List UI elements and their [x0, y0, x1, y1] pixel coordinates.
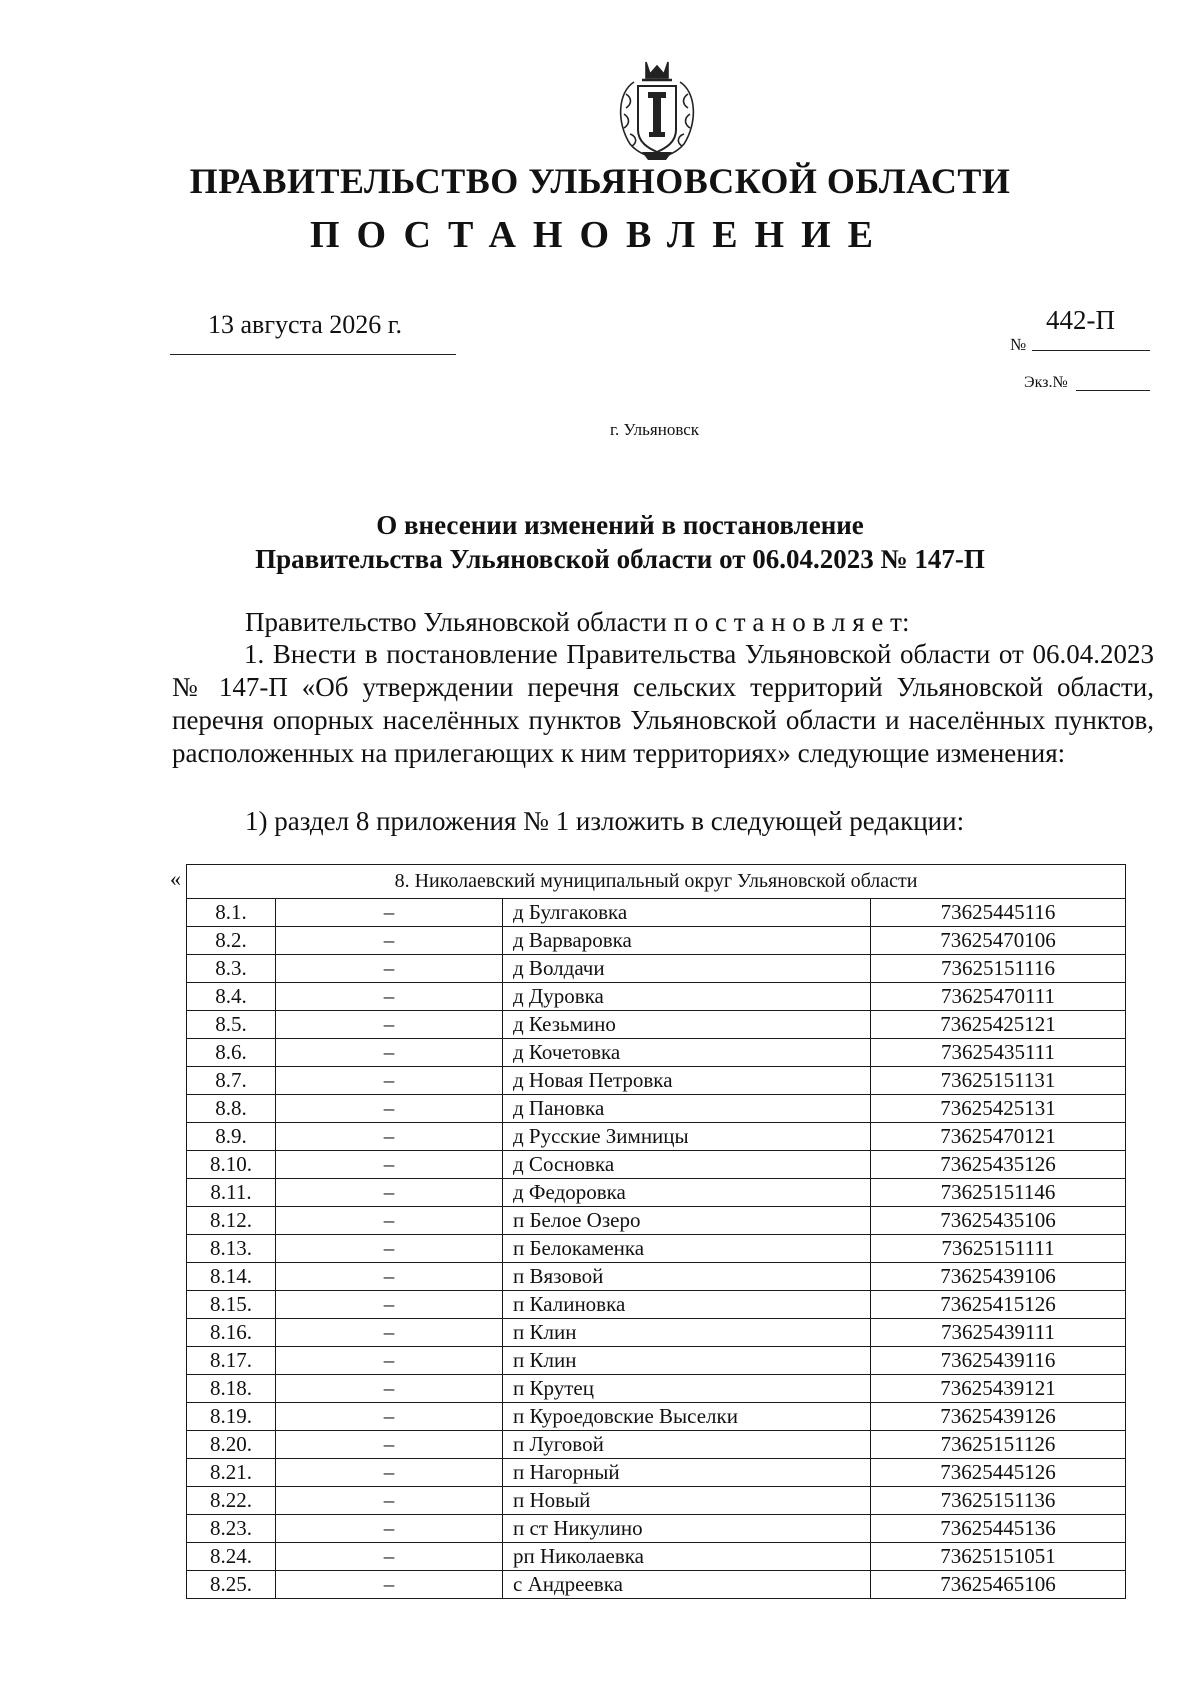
row-dash: –	[276, 1207, 503, 1235]
row-dash: –	[276, 1179, 503, 1207]
oktmo-code: 73625415126	[871, 1291, 1126, 1319]
opening-quote: «	[170, 866, 181, 891]
copy-number-underline	[1076, 390, 1150, 391]
oktmo-code: 73625470111	[871, 983, 1126, 1011]
settlement-name: д Булгаковка	[503, 899, 871, 927]
row-dash: –	[276, 1571, 503, 1599]
row-number: 8.3.	[187, 955, 276, 983]
table-row	[187, 1319, 1126, 1347]
settlement-name: д Кочетовка	[503, 1039, 871, 1067]
row-dash: –	[276, 1515, 503, 1543]
table-row	[187, 955, 1126, 983]
document-number: 442-П	[1046, 305, 1115, 335]
table-row	[187, 1011, 1126, 1039]
row-dash: –	[276, 955, 503, 983]
settlement-name: рп Николаевка	[503, 1543, 871, 1571]
row-dash: –	[276, 1487, 503, 1515]
row-number: 8.6.	[187, 1039, 276, 1067]
row-dash: –	[276, 1375, 503, 1403]
row-number: 8.16.	[187, 1319, 276, 1347]
oktmo-code: 73625151146	[871, 1179, 1126, 1207]
row-number: 8.5.	[187, 1011, 276, 1039]
row-dash: –	[276, 1151, 503, 1179]
row-dash: –	[276, 1347, 503, 1375]
row-number: 8.2.	[187, 927, 276, 955]
row-number: 8.8.	[187, 1095, 276, 1123]
settlement-name: д Варваровка	[503, 927, 871, 955]
table-row	[187, 1095, 1126, 1123]
oktmo-code: 73625435106	[871, 1207, 1126, 1235]
row-number: 8.21.	[187, 1459, 276, 1487]
row-number: 8.12.	[187, 1207, 276, 1235]
row-number: 8.11.	[187, 1179, 276, 1207]
table-row	[187, 1263, 1126, 1291]
oktmo-code: 73625465106	[871, 1571, 1126, 1599]
settlement-name: д Сосновка	[503, 1151, 871, 1179]
settlement-name: д Дуровка	[503, 983, 871, 1011]
oktmo-code: 73625425121	[871, 1011, 1126, 1039]
oktmo-code: 73625151131	[871, 1067, 1126, 1095]
oktmo-code: 73625439126	[871, 1403, 1126, 1431]
city: г. Ульяновск	[610, 420, 700, 439]
number-underline	[1032, 350, 1150, 351]
government-name: ПРАВИТЕЛЬСТВО УЛЬЯНОВСКОЙ ОБЛАСТИ	[189, 161, 1011, 201]
oktmo-code: 73625435126	[871, 1151, 1126, 1179]
row-number: 8.7.	[187, 1067, 276, 1095]
table-row	[187, 1347, 1126, 1375]
table-row	[187, 1459, 1126, 1487]
settlement-name: п Клин	[503, 1347, 871, 1375]
coat-of-arms-icon	[606, 52, 708, 162]
oktmo-code: 73625470106	[871, 927, 1126, 955]
oktmo-code: 73625151126	[871, 1431, 1126, 1459]
table-row	[187, 927, 1126, 955]
row-dash: –	[276, 1431, 503, 1459]
oktmo-code: 73625435111	[871, 1039, 1126, 1067]
table-row	[187, 1151, 1126, 1179]
settlement-name: п Клин	[503, 1319, 871, 1347]
table-row	[187, 1039, 1126, 1067]
subject-line-1: О внесении изменений в постановление	[376, 510, 864, 540]
table-row	[187, 1375, 1126, 1403]
row-dash: –	[276, 983, 503, 1011]
row-number: 8.22.	[187, 1487, 276, 1515]
settlement-name: п Белокаменка	[503, 1235, 871, 1263]
settlement-name: п Калиновка	[503, 1291, 871, 1319]
subitem-1-paragraph: 1) раздел 8 приложения № 1 изложить в следующей редакции:	[245, 806, 965, 836]
table-row	[187, 899, 1126, 927]
settlement-name: д Русские Зимницы	[503, 1123, 871, 1151]
item-1-text: 1. Внести в постановление Правительства Ульяновской области от 06.04.2023 № 147-П «Об утверждении перечня сельских территорий Ульяновской области, перечня опорных населённых пунктов Ульяновской области и населённых пунктов, расположенных на прилегающих к ним территориях» следующие изменения:	[172, 639, 1154, 768]
oktmo-code: 73625151111	[871, 1235, 1126, 1263]
table-row	[187, 1235, 1126, 1263]
document-subject	[120, 508, 1120, 576]
row-number: 8.24.	[187, 1543, 276, 1571]
table-row	[187, 1179, 1126, 1207]
oktmo-code: 73625470121	[871, 1123, 1126, 1151]
oktmo-code: 73625439111	[871, 1319, 1126, 1347]
settlement-name: д Волдачи	[503, 955, 871, 983]
table-row	[187, 1123, 1126, 1151]
row-number: 8.14.	[187, 1263, 276, 1291]
subject-line-2: Правительства Ульяновской области от 06.04.2023 № 147-П	[255, 544, 985, 574]
settlement-name: п Новый	[503, 1487, 871, 1515]
settlement-name: п Вязовой	[503, 1263, 871, 1291]
settlement-name: с Андреевка	[503, 1571, 871, 1599]
oktmo-code: 73625151116	[871, 955, 1126, 983]
table-row	[187, 1543, 1126, 1571]
row-dash: –	[276, 1011, 503, 1039]
oktmo-code: 73625151136	[871, 1487, 1126, 1515]
oktmo-code: 73625425131	[871, 1095, 1126, 1123]
table-header: 8. Николаевский муниципальный округ Ульяновской области	[187, 865, 1126, 899]
table-row	[187, 1291, 1126, 1319]
row-dash: –	[276, 1543, 503, 1571]
row-number: 8.4.	[187, 983, 276, 1011]
table-row	[187, 1403, 1126, 1431]
row-number: 8.20.	[187, 1431, 276, 1459]
row-number: 8.1.	[187, 899, 276, 927]
settlement-name: п Куроедовские Выселки	[503, 1403, 871, 1431]
row-number: 8.25.	[187, 1571, 276, 1599]
document-date: 13 августа 2026 г.	[208, 310, 402, 339]
row-number: 8.13.	[187, 1235, 276, 1263]
table-header-row	[187, 865, 1126, 899]
row-number: 8.9.	[187, 1123, 276, 1151]
settlement-name: д Федоровка	[503, 1179, 871, 1207]
settlement-name: п Нагорный	[503, 1459, 871, 1487]
row-dash: –	[276, 1123, 503, 1151]
date-underline	[170, 354, 456, 355]
oktmo-code: 73625151051	[871, 1543, 1126, 1571]
copy-number-label: Экз.№	[1024, 374, 1068, 391]
table-row	[187, 1487, 1126, 1515]
number-sign: №	[1010, 335, 1027, 354]
row-dash: –	[276, 1403, 503, 1431]
settlement-name: п ст Никулино	[503, 1515, 871, 1543]
row-dash: –	[276, 1459, 503, 1487]
row-dash: –	[276, 1263, 503, 1291]
settlement-name: п Луговой	[503, 1431, 871, 1459]
oktmo-code: 73625439121	[871, 1375, 1126, 1403]
row-dash: –	[276, 1291, 503, 1319]
table-body	[187, 899, 1126, 1599]
row-number: 8.15.	[187, 1291, 276, 1319]
row-dash: –	[276, 1067, 503, 1095]
row-number: 8.23.	[187, 1515, 276, 1543]
settlement-name: д Пановка	[503, 1095, 871, 1123]
row-number: 8.17.	[187, 1347, 276, 1375]
document-type: ПОСТАНОВЛЕНИЕ	[309, 214, 891, 256]
oktmo-code: 73625445116	[871, 899, 1126, 927]
row-dash: –	[276, 899, 503, 927]
row-dash: –	[276, 1319, 503, 1347]
settlement-name: п Белое Озеро	[503, 1207, 871, 1235]
settlement-name: п Крутец	[503, 1375, 871, 1403]
row-number: 8.19.	[187, 1403, 276, 1431]
settlement-name: д Кезьмино	[503, 1011, 871, 1039]
intro-paragraph: Правительство Ульяновской области п о с т а н о в л я е т:	[245, 607, 910, 637]
table-row	[187, 983, 1126, 1011]
oktmo-code: 73625445136	[871, 1515, 1126, 1543]
table-row	[187, 1067, 1126, 1095]
row-number: 8.18.	[187, 1375, 276, 1403]
row-dash: –	[276, 1235, 503, 1263]
oktmo-code: 73625439116	[871, 1347, 1126, 1375]
table-row	[187, 1431, 1126, 1459]
row-dash: –	[276, 1039, 503, 1067]
row-dash: –	[276, 1095, 503, 1123]
table-row	[187, 1207, 1126, 1235]
settlements-table	[186, 864, 1126, 1599]
row-dash: –	[276, 927, 503, 955]
row-number: 8.10.	[187, 1151, 276, 1179]
settlement-name: д Новая Петровка	[503, 1067, 871, 1095]
oktmo-code: 73625445126	[871, 1459, 1126, 1487]
item-1-paragraph	[172, 638, 1154, 770]
oktmo-code: 73625439106	[871, 1263, 1126, 1291]
table-row	[187, 1515, 1126, 1543]
table-row	[187, 1571, 1126, 1599]
